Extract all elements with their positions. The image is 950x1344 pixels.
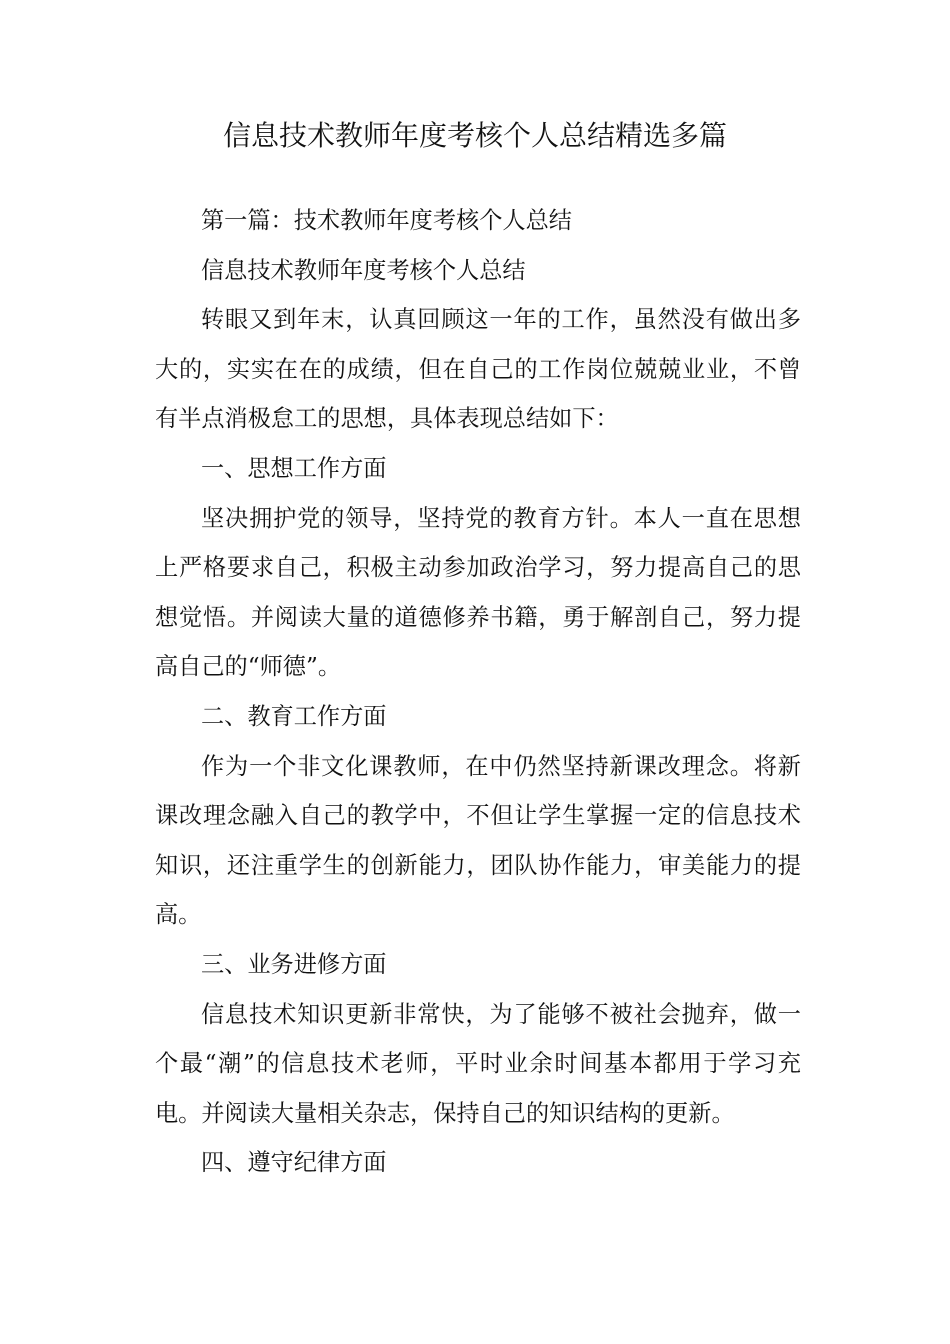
paragraph-teaching: 作为一个非文化课教师，在中仍然坚持新课改理念。将新课改理念融入自己的教学中，不但让学生掌握一定的信息技术知识，还注重学生的创新能力，团队协作能力，审美能力的提高。 [155,752,801,929]
heading-discipline: 四、遵守纪律方面 [201,1149,387,1177]
paragraph-ideology: 坚决拥护党的领导，坚持党的教育方针。本人一直在思想上严格要求自己，积极主动参加政治学习，努力提高自己的思想觉悟。并阅读大量的道德修养书籍，勇于解剖自己，努力提高自己的“师德”。 [155,504,801,681]
paragraph-subtitle: 信息技术教师年度考核个人总结 [201,256,526,284]
heading-teaching: 二、教育工作方面 [201,702,387,730]
paragraph-intro: 转眼又到年末，认真回顾这一年的工作，虽然没有做出多大的，实实在在的成绩，但在自己的工作岗位兢兢业业，不曾有半点消极怠工的思想，具体表现总结如下： [155,306,801,433]
document-body [155,196,801,1188]
heading-professional-study: 三、业务进修方面 [201,950,387,978]
paragraph-professional-study: 信息技术知识更新非常快，为了能够不被社会抛弃，做一个最“潮”的信息技术老师，平时业余时间基本都用于学习充电。并阅读大量相关杂志，保持自己的知识结构的更新。 [155,1000,801,1127]
document-title: 信息技术教师年度考核个人总结精选多篇 [222,119,727,152]
paragraph-section-heading: 第一篇：技术教师年度考核个人总结 [201,207,572,234]
heading-ideology: 一、思想工作方面 [201,454,387,482]
